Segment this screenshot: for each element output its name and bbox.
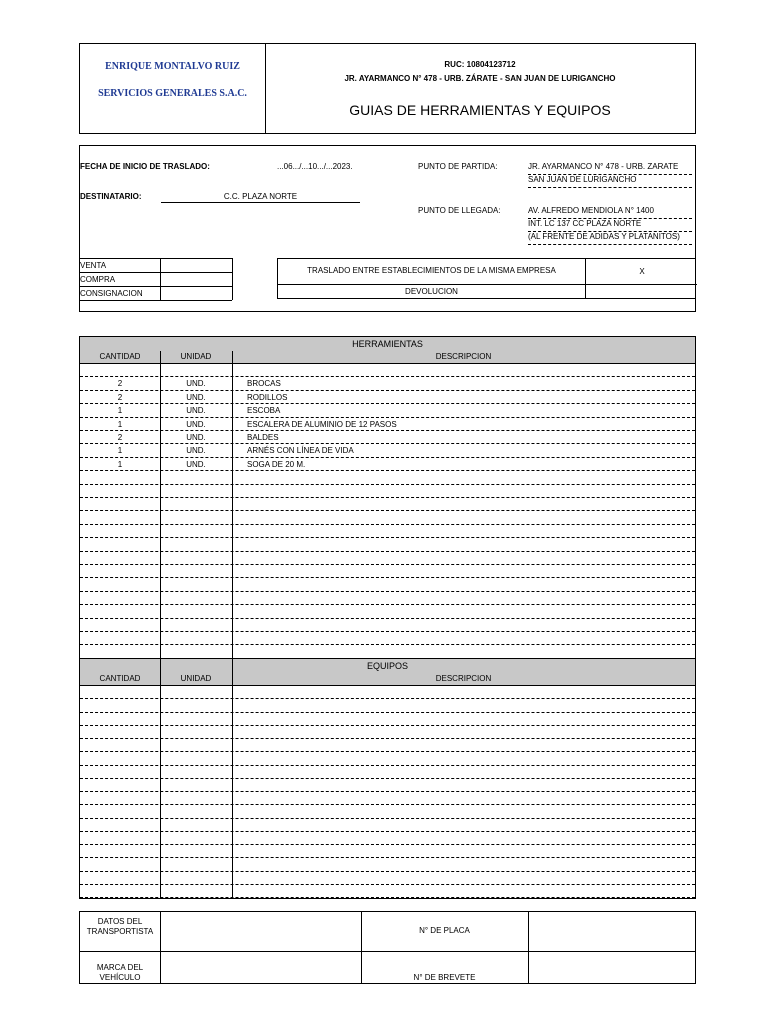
table-row bbox=[80, 377, 695, 390]
table-row bbox=[80, 766, 695, 779]
llegada-line-3: (AL FRENTE DE ADIDAS Y PLATANITOS) bbox=[528, 232, 692, 245]
table-row bbox=[80, 845, 695, 858]
table-row bbox=[80, 485, 695, 498]
table-row bbox=[80, 632, 695, 645]
marca-label: MARCA DEL VEHÍCULO bbox=[96, 963, 144, 982]
table-row bbox=[80, 819, 695, 832]
unidad-cell[interactable]: UND. bbox=[186, 406, 206, 416]
table-row bbox=[80, 565, 695, 578]
table-row bbox=[80, 592, 695, 605]
transport-box bbox=[79, 911, 696, 984]
herramientas-body bbox=[80, 364, 695, 658]
herramientas-header bbox=[80, 351, 695, 364]
motivo-traslado-mark[interactable]: X bbox=[585, 259, 698, 284]
cantidad-cell[interactable]: 2 bbox=[117, 392, 123, 402]
unidad-cell[interactable]: UND. bbox=[186, 379, 206, 389]
unidad-cell[interactable]: UND. bbox=[186, 433, 206, 442]
destinatario-label: DESTINATARIO: bbox=[80, 192, 142, 201]
company-block bbox=[80, 44, 266, 133]
partida-label: PUNTO DE PARTIDA: bbox=[418, 162, 498, 171]
unidad-cell[interactable]: UND. bbox=[186, 459, 206, 469]
table-row bbox=[80, 364, 695, 377]
table-row bbox=[80, 792, 695, 805]
herramientas-title: HERRAMIENTAS bbox=[80, 337, 695, 352]
unidad-cell[interactable]: UND. bbox=[186, 419, 206, 429]
company-name: ENRIQUE MONTALVO RUIZ bbox=[105, 61, 240, 72]
table-row bbox=[80, 552, 695, 565]
motivo-consignacion-check[interactable] bbox=[160, 287, 233, 300]
table-row bbox=[80, 885, 695, 898]
herramientas-col-descripcion: DESCRIPCION bbox=[435, 352, 492, 361]
motivo-compra-label: COMPRA bbox=[80, 275, 116, 284]
motivo-venta-row bbox=[80, 259, 232, 273]
info-box bbox=[79, 145, 696, 312]
motivo-venta-label: VENTA bbox=[80, 261, 107, 270]
table-row bbox=[80, 699, 695, 712]
table-row bbox=[80, 498, 695, 511]
table-row bbox=[80, 739, 695, 752]
table-row bbox=[80, 458, 695, 471]
partida-line-2: SAN JUAN DE LURIGANCHO bbox=[528, 175, 692, 188]
items-table bbox=[79, 336, 696, 899]
table-row bbox=[80, 418, 695, 431]
motivo-devolucion-mark[interactable] bbox=[585, 285, 698, 298]
table-row bbox=[80, 872, 695, 885]
company-subtitle: SERVICIOS GENERALES S.A.C. bbox=[98, 88, 247, 99]
table-row bbox=[80, 726, 695, 739]
unidad-cell[interactable]: UND. bbox=[186, 446, 206, 456]
destinatario-value: C.C. PLAZA NORTE bbox=[161, 192, 360, 203]
cantidad-cell[interactable]: 2 bbox=[117, 433, 123, 442]
company-address: JR. AYARMANCO N° 478 - URB. ZÁRATE - SAN JUAN DE LURIGANCHO bbox=[344, 74, 616, 83]
motivos-left-table bbox=[80, 258, 233, 300]
motivo-traslado-row bbox=[278, 259, 697, 285]
cantidad-cell[interactable]: 1 bbox=[117, 459, 123, 469]
table-row bbox=[80, 538, 695, 551]
descripcion-cell[interactable]: BALDES bbox=[247, 433, 279, 442]
motivo-traslado-label: TRASLADO ENTRE ESTABLECIMIENTOS DE LA MISMA EMPRESA bbox=[307, 266, 556, 275]
table-row bbox=[80, 805, 695, 818]
cantidad-cell[interactable]: 2 bbox=[117, 379, 123, 389]
table-row bbox=[80, 752, 695, 765]
llegada-line-2: INT. LC 137 CC PLAZA NORTE bbox=[528, 219, 692, 232]
descripcion-cell[interactable]: ARNÉS CON LÍNEA DE VIDA bbox=[247, 446, 354, 456]
transportista-label: DATOS DEL TRANSPORTISTA bbox=[86, 917, 154, 936]
equipos-col-cantidad: CANTIDAD bbox=[99, 674, 141, 683]
cantidad-cell[interactable]: 1 bbox=[117, 406, 123, 416]
descripcion-cell[interactable]: BROCAS bbox=[247, 379, 281, 389]
table-row bbox=[80, 444, 695, 457]
motivo-consignacion-row bbox=[80, 287, 232, 301]
herramientas-col-cantidad: CANTIDAD bbox=[99, 352, 141, 361]
table-row bbox=[80, 391, 695, 404]
descripcion-cell[interactable]: RODILLOS bbox=[247, 392, 288, 402]
table-row bbox=[80, 832, 695, 845]
equipos-col-descripcion: DESCRIPCION bbox=[435, 674, 492, 683]
header-box bbox=[79, 43, 696, 134]
cantidad-cell[interactable]: 1 bbox=[117, 419, 123, 429]
descripcion-cell[interactable]: ESCALERA DE ALUMINIO DE 12 PASOS bbox=[247, 419, 397, 429]
table-row bbox=[80, 713, 695, 726]
table-row bbox=[80, 686, 695, 699]
llegada-label: PUNTO DE LLEGADA: bbox=[418, 206, 501, 215]
table-row bbox=[80, 645, 695, 658]
motivo-compra-row bbox=[80, 273, 232, 287]
placa-field[interactable] bbox=[529, 912, 695, 951]
table-row bbox=[80, 404, 695, 417]
placa-label: N° DE PLACA bbox=[419, 926, 470, 935]
table-row bbox=[80, 431, 695, 444]
document-title: GUIAS DE HERRAMIENTAS Y EQUIPOS bbox=[349, 102, 611, 118]
fecha-label: FECHA DE INICIO DE TRASLADO: bbox=[80, 162, 210, 171]
fecha-value: ...06.../...10.../...2023. bbox=[277, 162, 353, 171]
brevete-field[interactable] bbox=[529, 952, 695, 985]
equipos-header bbox=[80, 673, 695, 686]
motivo-consignacion-label: CONSIGNACION bbox=[80, 289, 143, 298]
brevete-label: N° DE BREVETE bbox=[413, 973, 476, 982]
motivo-devolucion-row bbox=[278, 285, 697, 298]
llegada-line-1: AV. ALFREDO MENDIOLA N° 1400 bbox=[528, 206, 692, 219]
motivo-venta-check[interactable] bbox=[160, 259, 233, 272]
table-row bbox=[80, 779, 695, 792]
descripcion-cell[interactable]: ESCOBA bbox=[247, 406, 281, 416]
motivos-right-table bbox=[277, 258, 696, 299]
descripcion-cell[interactable]: SOGA DE 20 M. bbox=[247, 459, 306, 469]
motivo-compra-check[interactable] bbox=[160, 273, 233, 286]
unidad-cell[interactable]: UND. bbox=[186, 392, 206, 402]
table-row bbox=[80, 511, 695, 524]
table-row bbox=[80, 578, 695, 591]
partida-line-1: JR. AYARMANCO N° 478 - URB. ZARATE bbox=[528, 162, 692, 175]
table-row bbox=[80, 525, 695, 538]
transportista-field[interactable] bbox=[161, 912, 361, 951]
column-divider-unidad bbox=[232, 351, 233, 898]
column-divider-cantidad bbox=[160, 351, 161, 898]
marca-field[interactable] bbox=[161, 952, 361, 985]
herramientas-col-unidad: UNIDAD bbox=[180, 352, 212, 361]
table-row bbox=[80, 471, 695, 484]
equipos-col-unidad: UNIDAD bbox=[180, 674, 212, 683]
table-row bbox=[80, 605, 695, 618]
ruc-text: RUC: 10804123712 bbox=[444, 60, 516, 69]
equipos-body bbox=[80, 686, 695, 898]
table-row bbox=[80, 858, 695, 871]
equipos-title: EQUIPOS bbox=[80, 658, 695, 674]
table-row bbox=[80, 619, 695, 632]
motivo-devolucion-label: DEVOLUCION bbox=[405, 287, 458, 296]
cantidad-cell[interactable]: 1 bbox=[117, 446, 123, 456]
